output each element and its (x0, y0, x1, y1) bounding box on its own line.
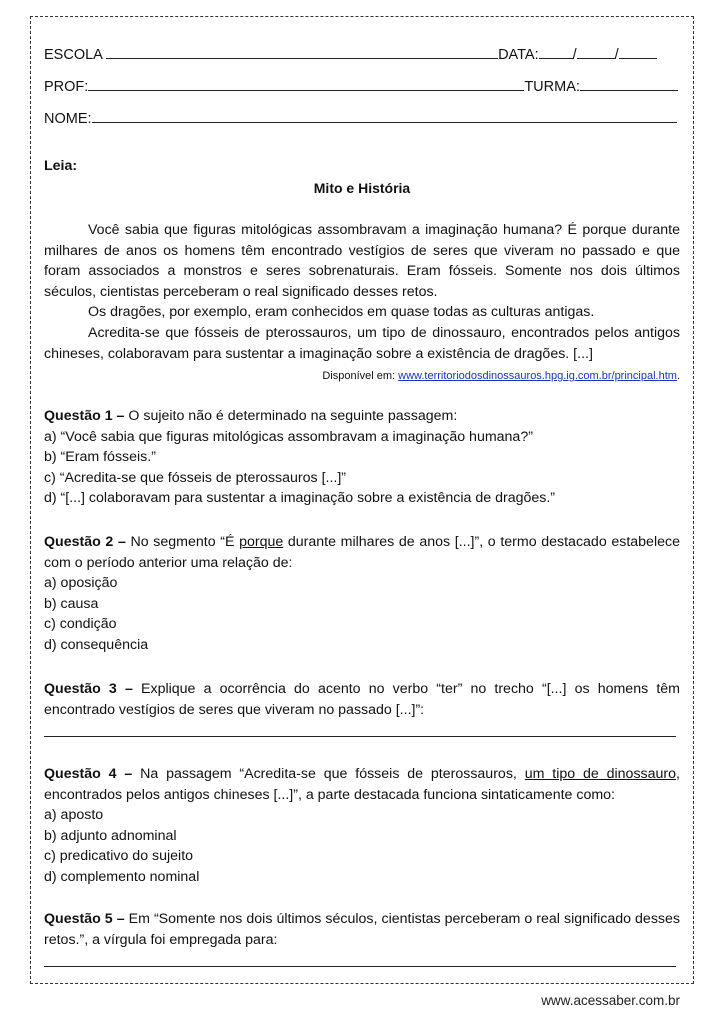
question-4-highlight: um tipo de dinossauro (524, 766, 677, 782)
data-sep-2: / (614, 47, 619, 63)
question-4-option-b[interactable]: b) adjunto adnominal (44, 827, 177, 844)
turma-field[interactable] (580, 76, 678, 91)
question-4-option-d[interactable]: d) complemento nominal (44, 868, 200, 885)
question-4-option-c[interactable]: c) predicativo do sujeito (44, 848, 194, 865)
question-1-text: O sujeito não é determinado na seguinte passagem: (124, 408, 458, 424)
question-2-option-d[interactable]: d) consequência (44, 636, 149, 653)
question-2 (44, 532, 680, 656)
question-4-label: Questão 4 – (44, 766, 133, 782)
question-1-label: Questão 1 – (44, 408, 125, 424)
nome-field[interactable] (92, 108, 677, 123)
question-5-label: Questão 5 – (44, 911, 125, 927)
question-4 (44, 764, 680, 888)
nome-line (44, 108, 677, 127)
leia-label: Leia: (44, 158, 78, 174)
source-suffix: . (676, 370, 680, 382)
question-1 (44, 406, 680, 509)
source-prefix: Disponível em: (322, 370, 399, 382)
question-5-statement (44, 909, 680, 950)
question-3-statement (44, 679, 680, 720)
paragraph-3: Acredita-se que fósseis de pterossauros, um tipo de dinossauro, encontrados pelos antigos chineses, colaboravam para sustentar a imaginação sobre a existência de dragões. [...] (44, 324, 680, 362)
escola-field[interactable] (106, 44, 498, 59)
prof-label: PROF: (44, 79, 89, 95)
question-2-option-c[interactable]: c) condição (44, 616, 117, 633)
question-4-statement (44, 764, 680, 805)
question-2-label: Questão 2 – (44, 534, 126, 550)
data-label: DATA: (498, 47, 539, 63)
question-4-option-a[interactable]: a) aposto (44, 807, 104, 824)
source-link[interactable]: www.territoriodosdinossauros.hpg.ig.com.br/principal.htm (398, 370, 677, 382)
question-1-option-d[interactable]: d) “[...] colaboravam para sustentar a imaginação sobre a existência de dragões.” (44, 490, 556, 507)
paragraph-2: Os dragões, por exemplo, eram conhecidos em quase todas as culturas antigas. (88, 304, 595, 321)
question-2-option-b[interactable]: b) causa (44, 595, 99, 612)
data-sep-1: / (572, 47, 577, 63)
nome-label: NOME: (44, 111, 92, 127)
data-year-field[interactable] (619, 44, 657, 59)
reading-text (44, 220, 680, 364)
footer-website: www.acessaber.com.br (541, 993, 680, 1008)
question-5 (44, 909, 680, 950)
question-2-option-a[interactable]: a) oposição (44, 575, 118, 592)
question-2-highlight: porque (239, 534, 284, 550)
question-1-option-c[interactable]: c) “Acredita-se que fósseis de pterossauros [...]” (44, 469, 347, 486)
text-title: Mito e História (313, 180, 411, 196)
data-month-field[interactable] (577, 44, 615, 59)
question-3 (44, 679, 680, 720)
question-5-text: Em “Somente nos dois últimos séculos, cientistas perceberam o real significado desses retos.”, a vírgula foi empregada para: (44, 911, 680, 948)
question-5-answer-line[interactable] (44, 966, 676, 967)
question-2-statement (44, 532, 680, 573)
question-2-text-a: No segmento “É (125, 534, 240, 550)
question-3-label: Questão 3 – (44, 681, 133, 697)
question-1-statement (44, 406, 680, 427)
prof-line (44, 76, 678, 95)
question-3-answer-line[interactable] (44, 736, 676, 737)
prof-field[interactable] (88, 76, 524, 91)
question-1-option-b[interactable]: b) “Eram fósseis.” (44, 449, 156, 466)
escola-label: ESCOLA (44, 47, 103, 63)
question-4-text-a: Na passagem “Acredita-se que fósseis de pterossauros, (132, 766, 525, 782)
turma-label: TURMA: (524, 79, 580, 95)
question-1-option-a[interactable]: a) “Você sabia que figuras mitológicas assombravam a imaginação humana?” (44, 428, 533, 445)
data-day-field[interactable] (539, 44, 573, 59)
question-3-text: Explique a ocorrência do acento no verbo “ter” no trecho “[...] os homens têm encontrado vestígios de seres que viveram no passado [...]”: (44, 681, 680, 718)
escola-line (44, 44, 657, 63)
source-citation (322, 370, 680, 382)
question-4-text-b: , encontrados pelos antigos chineses [...]”, a parte destacada funciona sintaticamente como: (44, 766, 680, 803)
paragraph-1: Você sabia que figuras mitológicas assombravam a imaginação humana? É porque durante milhares de anos os homens têm encontrado vestígios de seres que viveram no passado e que foram associados a monstros e seres sobrenaturais. Eram fósseis. Somente nos dois últimos séculos, cientistas perceberam o real significado desses retos. (44, 222, 680, 300)
question-2-text-b: durante milhares de anos [...]”, o termo destacado estabelece com o período anterior uma relação de: (44, 534, 680, 571)
